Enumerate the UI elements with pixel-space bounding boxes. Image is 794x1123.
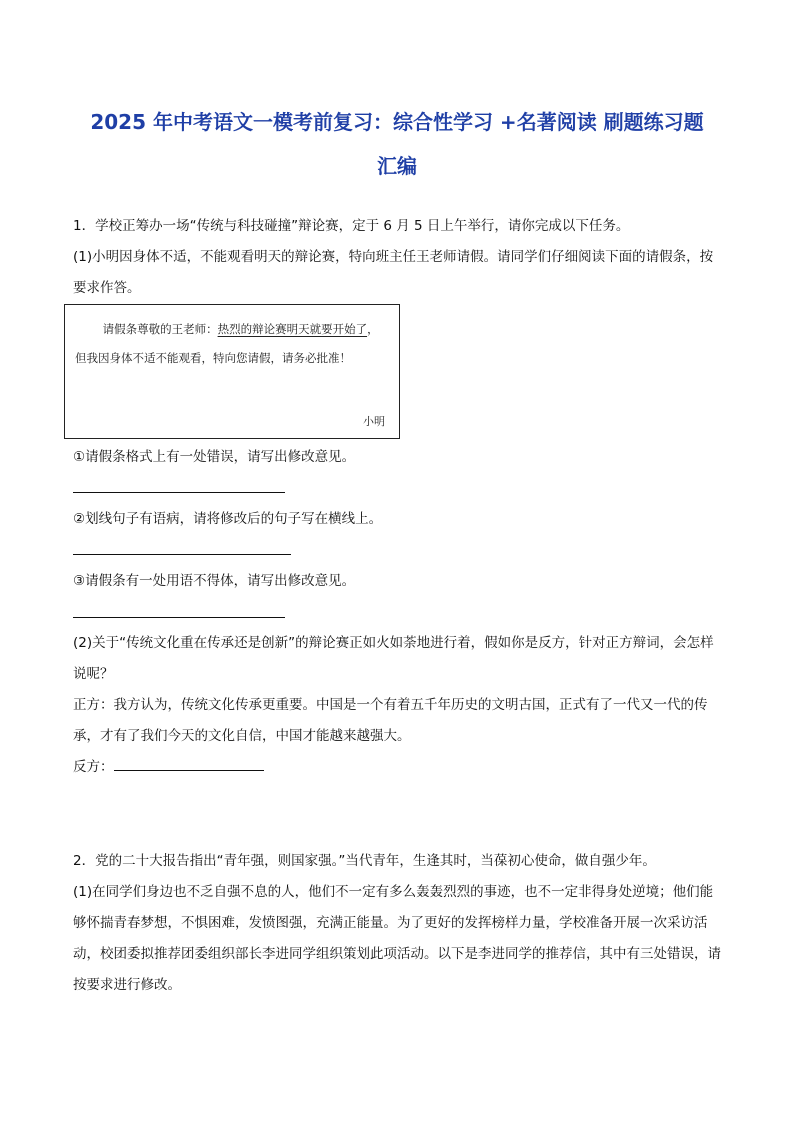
- note-body-rest: ，但我因身体不适不能观看，特向您请假，请务必批准！: [75, 322, 379, 365]
- note-greeting: 请假条尊敬的王老师：: [102, 322, 218, 336]
- title-line-1: 2025 年中考语文一模考前复习：综合性学习 +名著阅读 刷题练习题: [90, 110, 704, 134]
- sub-question-1: ①请假条格式上有一处错误，请写出修改意见。: [73, 449, 356, 465]
- con-side-answer: [73, 752, 723, 783]
- question-1-stem: 1．学校正筹办一场“传统与科技碰撞”辩论赛，定于 6 月 5 日上午举行，请你完成以下任务。: [73, 218, 630, 234]
- pro-side-statement: 正方：我方认为，传统文化传承更重要。中国是一个有着五千年历史的文明古国，正式有了一代又一代的传承，才有了我们今天的文化自信，中国才能越来越强大。: [73, 697, 708, 744]
- leave-note-box: [64, 304, 400, 439]
- question-2-stem: 2．党的二十大报告指出“青年强，则国家强。”当代青年，生逢其时，当葆初心使命，做自强少年。: [73, 853, 656, 869]
- question-1-part-2-intro: (2)关于“传统文化重在传承还是创新”的辩论赛正如火如荼地进行着，假如你是反方，针对正方辩词，会怎样说呢？: [73, 635, 714, 682]
- answer-line-2[interactable]: [73, 554, 291, 555]
- con-side-answer-line[interactable]: [114, 756, 264, 771]
- note-underlined-sentence: 热烈的辩论赛明天就要开始了: [217, 322, 368, 336]
- leave-note-body: [75, 315, 389, 373]
- answer-line-3[interactable]: [73, 617, 285, 618]
- sub-question-3: ③请假条有一处用语不得体，请写出修改意见。: [73, 573, 356, 589]
- question-1-part-1-intro: (1)小明因身体不适，不能观看明天的辩论赛，特向班主任王老师请假。请同学们仔细阅读下面的请假条，按要求作答。: [73, 249, 714, 296]
- note-signer: 小明: [363, 415, 385, 428]
- con-side-label: 反方：: [73, 759, 114, 775]
- sub-question-2: ②划线句子有语病，请将修改后的句子写在横线上。: [73, 511, 383, 527]
- page-title: [60, 100, 734, 188]
- answer-line-1[interactable]: [73, 492, 285, 493]
- question-2-part-1: (1)在同学们身边也不乏自强不息的人，他们不一定有多么轰轰烈烈的事迹，也不一定非得身处逆境；他们能够怀揣青春梦想，不惧困难，发愤图强，充满正能量。为了更好的发挥榜样力量，学校准备开展一次采访活动，校团委拟推荐团委组织部长李进同学组织策划此项活动。以下是李进同学的推荐信，其中有三处错误，请按要求进行修改。: [73, 884, 721, 993]
- title-line-2: 汇编: [377, 154, 417, 178]
